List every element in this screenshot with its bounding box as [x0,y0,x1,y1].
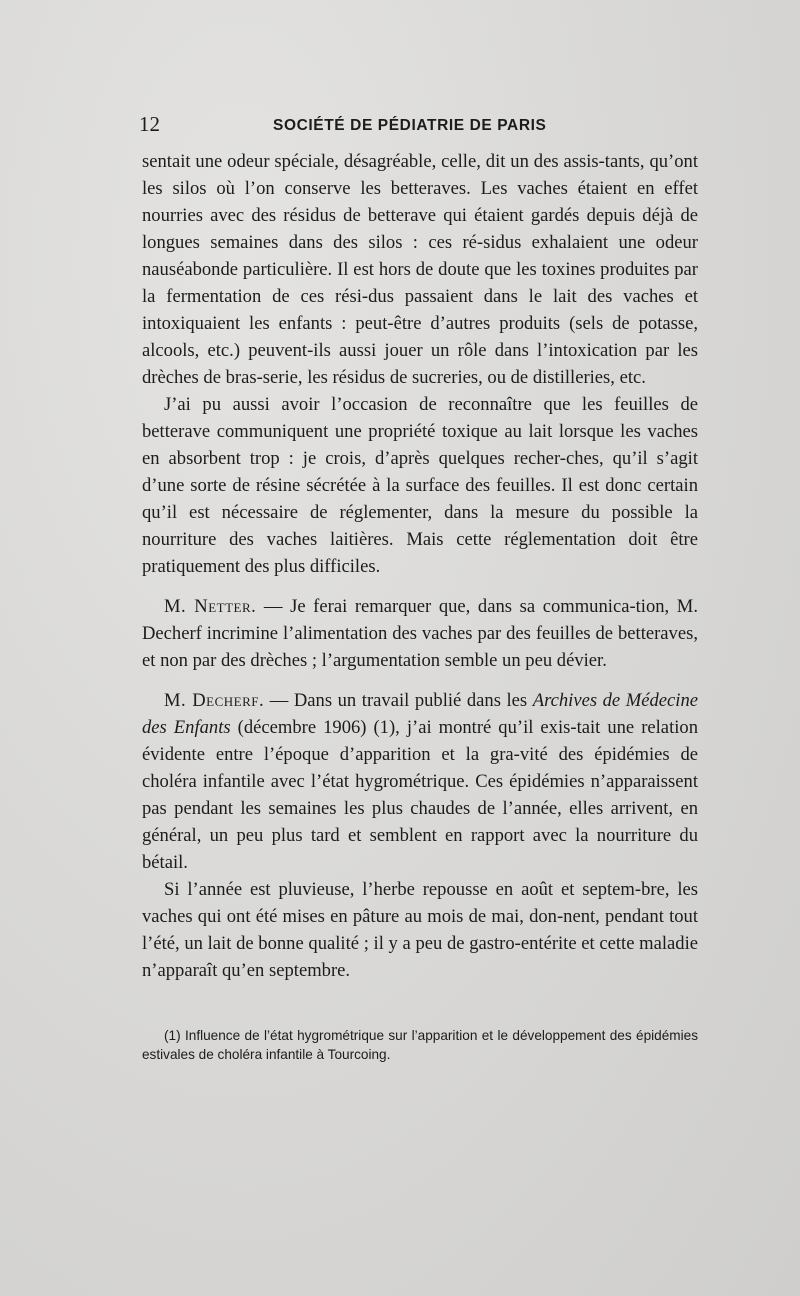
footnote-text: (1) Influence de l’état hygrométrique sur l’apparition et le développement des épidémies estivales de choléra infantile à Tourcoing. [142,1028,698,1062]
body-text [142,148,698,984]
decherf-text-a: — Dans un travail publié dans les [264,690,533,711]
paragraph-beet-leaves: J’ai pu aussi avoir l’occasion de reconnaître que les feuilles de betterave communiquent une propriété toxique au lait lorsque les vaches en absorbent trop : je crois, d’après quelques recher-ches, qu’il s’agit d’une sorte de résine sécrétée à la surface des feuilles. Il est donc certain qu’il est nécessaire de réglementer, dans la mesure du possible la nourriture des vaches laitières. Mais cette réglementation doit être pratiquement des plus difficiles. [142,394,698,577]
page-header [139,112,709,142]
decherf-text-b: (décembre 1906) (1), j’ai montré qu’il exis-tait une relation évidente entre l’époque d’apparition et la gra-vité des épidémies de choléra infantile avec l’état hygrométrique. Ces épidémies n’apparaissent pas pendant les semaines les plus chaudes de l’année, elles arrivent, en général, un peu plus tard et semblent en rapport avec la nourriture du bétail. [142,717,698,873]
speaker-decherf: M. Decherf. [164,690,265,711]
speaker-netter: M. Netter. [164,596,257,617]
paragraph-netter [142,593,698,674]
paragraph-rainy-year: Si l’année est pluvieuse, l’herbe repousse en août et septem-bre, les vaches qui ont été mises en pâture au mois de mai, don-nent, pendant tout l’été, un lait de bonne qualité ; il y a peu de gastro-entérite et cette maladie n’apparaît qu’en septembre. [142,879,698,981]
footnote [142,1026,698,1064]
page-number: 12 [139,112,160,136]
netter-remark: — Je ferai remarquer que, dans sa communica-tion, M. Decherf incrimine l’alimentation des vaches par des feuilles de betteraves, et non par des drèches ; l’argumentation semble un peu dévier. [142,596,698,671]
running-title: SOCIÉTÉ DE PÉDIATRIE DE PARIS [273,117,547,134]
paragraph-continuation: sentait une odeur spéciale, désagréable, celle, dit un des assis-tants, qu’ont les silos où l’on conserve les betteraves. Les vaches étaient en effet nourries avec des résidus de betterave qui étaient gardés depuis déjà de longues semaines dans des silos : ces ré-sidus exhalaient une odeur nauséabonde particulière. Il est hors de doute que les toxines produites par la fermentation de ces rési-dus passaient dans le lait des vaches et intoxiquaient les enfants : peut-être d’autres produits (sels de potasse, alcools, etc.) peuvent-ils aussi jouer un rôle dans l’intoxication par les drèches de bras-serie, les résidus de sucreries, ou de distilleries, etc. [142,151,698,388]
journal-title: Archives de Médecine des Enfants [142,690,699,738]
paragraph-decherf [142,687,698,876]
